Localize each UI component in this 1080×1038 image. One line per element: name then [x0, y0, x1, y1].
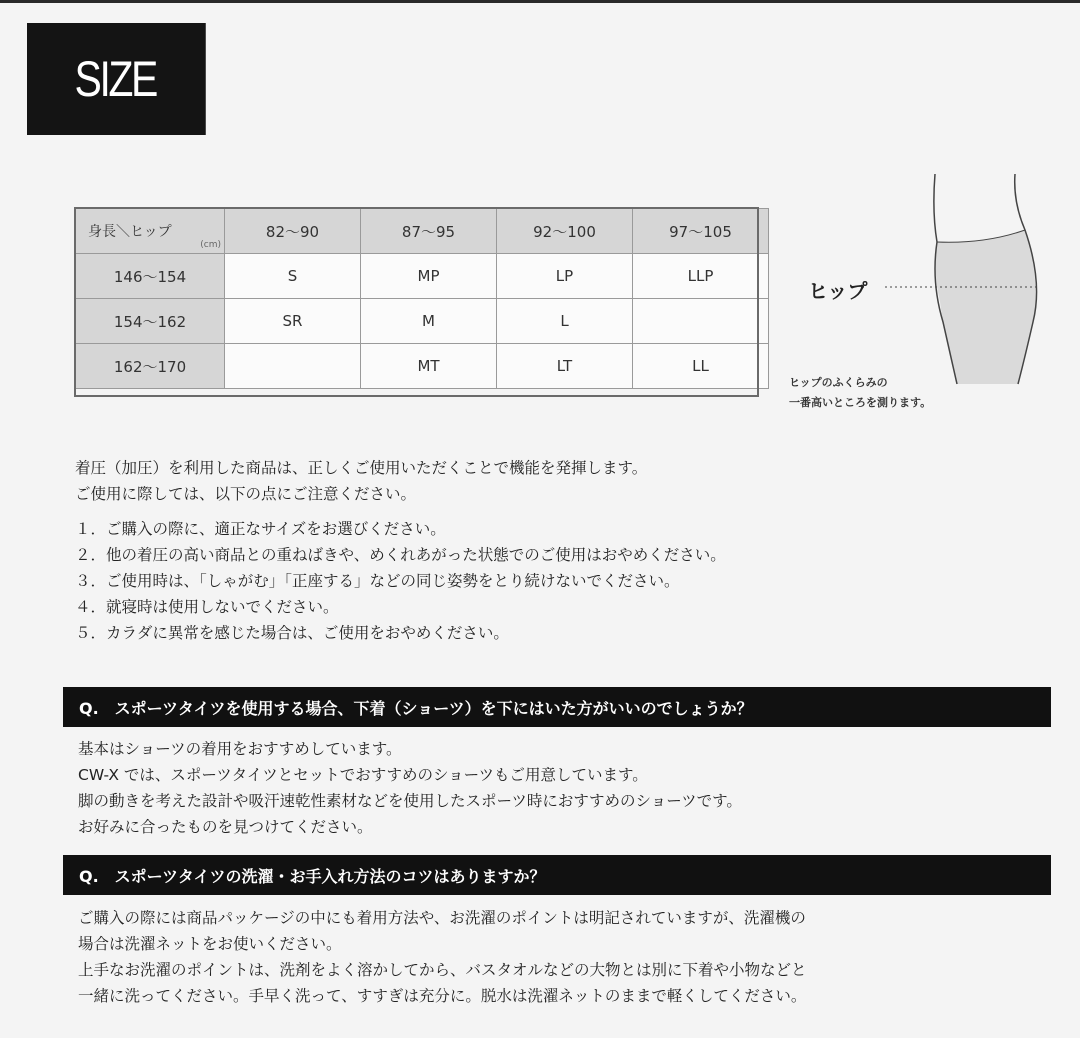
- intro-line: ご使用に際しては、以下の点にご注意ください。: [75, 485, 417, 503]
- hip-note-line: ヒップのふくらみの: [789, 376, 888, 389]
- size-cell: SR: [225, 299, 361, 344]
- answer-line: お好みに合ったものを見つけてください。: [78, 818, 373, 836]
- height-header: 154〜162: [76, 299, 225, 344]
- faq-question-1: [63, 687, 1051, 727]
- list-item: ２．他の着圧の高い商品との重ねばきや、めくれあがった状態でのご使用はおやめください。: [75, 546, 726, 564]
- list-item: ４．就寝時は使用しないでください。: [75, 598, 339, 616]
- table-header-row: [76, 209, 769, 254]
- size-cell: [633, 299, 769, 344]
- size-cell: LL: [633, 344, 769, 389]
- answer-line: 上手なお洗濯のポイントは、洗剤をよく溶かしてから、バスタオルなどの大物とは別に下着や小物などと: [78, 961, 807, 979]
- size-cell: L: [497, 299, 633, 344]
- height-header: 146〜154: [76, 254, 225, 299]
- size-title: SIZE: [74, 51, 156, 107]
- answer-line: 一緒に洗ってください。手早く洗って、すすぎは充分に。脱水は洗濯ネットのままで軽くしてください。: [78, 987, 807, 1005]
- faq-answer-1: [78, 736, 742, 840]
- size-cell: LT: [497, 344, 633, 389]
- table-row: [76, 344, 769, 389]
- corner-unit: (cm): [200, 240, 221, 250]
- table-corner-cell: [76, 209, 225, 254]
- list-item: １．ご購入の際に、適正なサイズをお選びください。: [75, 520, 446, 538]
- hip-measure-note: [789, 373, 931, 413]
- answer-line: ご購入の際には商品パッケージの中にも着用方法や、お洗濯のポイントは明記されていますが、洗濯機の: [78, 909, 806, 927]
- size-cell: MT: [361, 344, 497, 389]
- size-cell: S: [225, 254, 361, 299]
- hip-label: ヒップ: [808, 279, 868, 303]
- list-item: ５．カラダに異常を感じた場合は、ご使用をおやめください。: [75, 624, 509, 642]
- question-text: Q. スポーツタイツを使用する場合、下着（ショーツ）を下にはいた方がいいのでしょうか？: [79, 698, 753, 718]
- intro-line: 着圧（加圧）を利用した商品は、正しくご使用いただくことで機能を発揮します。: [75, 459, 648, 477]
- size-table: [75, 208, 769, 389]
- height-header: 162〜170: [76, 344, 225, 389]
- hip-note-line: 一番高いところを測ります。: [789, 396, 932, 409]
- hip-header: 87〜95: [361, 209, 497, 254]
- hip-shaded-area: [936, 230, 1036, 384]
- size-cell: LLP: [633, 254, 769, 299]
- size-cell: MP: [361, 254, 497, 299]
- hip-header: 92〜100: [497, 209, 633, 254]
- answer-line: 基本はショーツの着用をおすすめしています。: [78, 740, 402, 758]
- answer-line: CW-X では、スポーツタイツとセットでおすすめのショーツもご用意しています。: [78, 766, 648, 784]
- size-cell: LP: [497, 254, 633, 299]
- corner-label: 身長＼ヒップ: [88, 224, 172, 240]
- hip-measurement-illustration: [885, 172, 1045, 387]
- list-item: ３．ご使用時は、「しゃがむ」「正座する」などの同じ姿勢をとり続けないでください。: [75, 572, 680, 590]
- table-row: [76, 254, 769, 299]
- size-title-banner: [27, 23, 206, 135]
- faq-question-2: [63, 855, 1051, 895]
- table-row: [76, 299, 769, 344]
- caution-list: [75, 516, 726, 646]
- size-cell: M: [361, 299, 497, 344]
- hip-header: 82〜90: [225, 209, 361, 254]
- top-border: [0, 0, 1080, 3]
- usage-intro: [75, 455, 647, 507]
- question-text: Q. スポーツタイツの洗濯・お手入れ方法のコツはありますか？: [79, 866, 546, 886]
- answer-line: 場合は洗濯ネットをお使いください。: [78, 935, 342, 953]
- answer-line: 脚の動きを考えた設計や吸汗速乾性素材などを使用したスポーツ時におすすめのショーツです。: [78, 792, 742, 810]
- size-cell: [225, 344, 361, 389]
- hip-header: 97〜105: [633, 209, 769, 254]
- faq-answer-2: [78, 905, 807, 1009]
